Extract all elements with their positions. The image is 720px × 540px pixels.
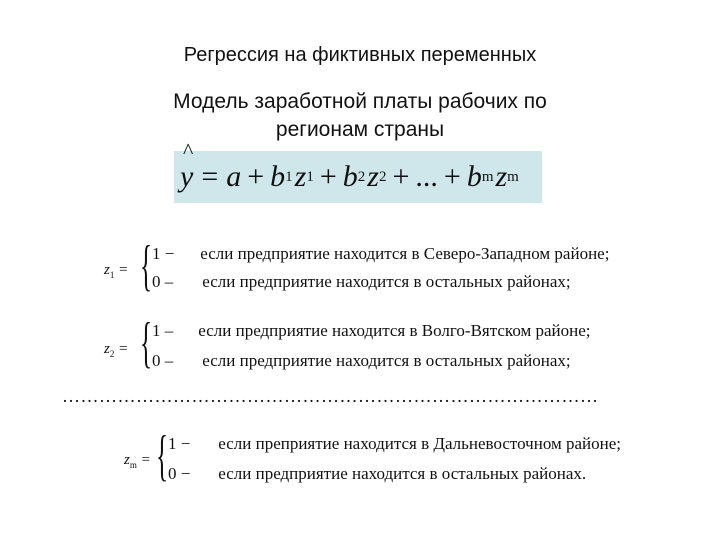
separator-dots: …………………………………………………………………………… — [62, 386, 599, 406]
formula-a: a — [226, 160, 242, 193]
formula-plus: + — [247, 160, 265, 193]
case-row: 0 − если предприятие находится в остальных районах. — [168, 464, 587, 483]
def-var: $z_m$ = — [124, 452, 151, 470]
formula-z1-sub: 1 — [306, 168, 314, 185]
slide-subtitle — [0, 88, 720, 144]
case-row: 0 – если предприятие находится в остальных районах; — [152, 272, 571, 291]
def-var: $z_2$ = — [104, 341, 129, 359]
formula-b2-sub: 2 — [357, 168, 366, 185]
regression-formula — [174, 151, 542, 203]
formula-plus: + — [319, 160, 337, 193]
formula-eq: = — [201, 160, 219, 193]
formula-z2: z — [367, 160, 379, 193]
case-row: 1 − если предприятие находится в Северо-Западном районе; — [152, 244, 610, 263]
formula-bm: b — [466, 160, 482, 193]
subtitle-line-1: Модель заработной платы рабочих по — [173, 90, 547, 113]
formula-ellipsis: ... — [415, 160, 438, 193]
formula-zm-sub: m — [507, 168, 519, 185]
formula-zm: z — [495, 160, 508, 193]
case-row: 1 – если предприятие находится в Волго-Вятском районе; — [152, 321, 591, 340]
formula-lhs: ^ y — [180, 160, 193, 194]
formula-plus: + — [443, 160, 461, 193]
left-brace: { — [140, 235, 153, 297]
case-row: 1 − если преприятие находится в Дальневосточном районе; — [168, 434, 622, 453]
formula-z1: z — [294, 160, 307, 193]
formula-b2: b — [342, 160, 358, 193]
definition-z1 — [104, 235, 664, 298]
subtitle-line-2: регионам страны — [275, 118, 445, 141]
left-brace: { — [140, 312, 153, 374]
case-row: 0 – если предприятие находится в остальных районах; — [152, 351, 571, 370]
formula-b1-sub: 1 — [285, 168, 293, 185]
slide-title: Регрессия на фиктивных переменных — [183, 44, 537, 66]
definition-zm — [124, 425, 664, 492]
formula-b1: b — [270, 160, 286, 193]
left-brace: { — [156, 425, 169, 487]
formula-bm-sub: m — [481, 168, 494, 185]
definition-z2 — [104, 312, 664, 375]
def-var: $z_1$ = — [104, 262, 129, 280]
formula-z2-sub: 2 — [378, 168, 387, 185]
formula-plus: + — [392, 160, 410, 193]
